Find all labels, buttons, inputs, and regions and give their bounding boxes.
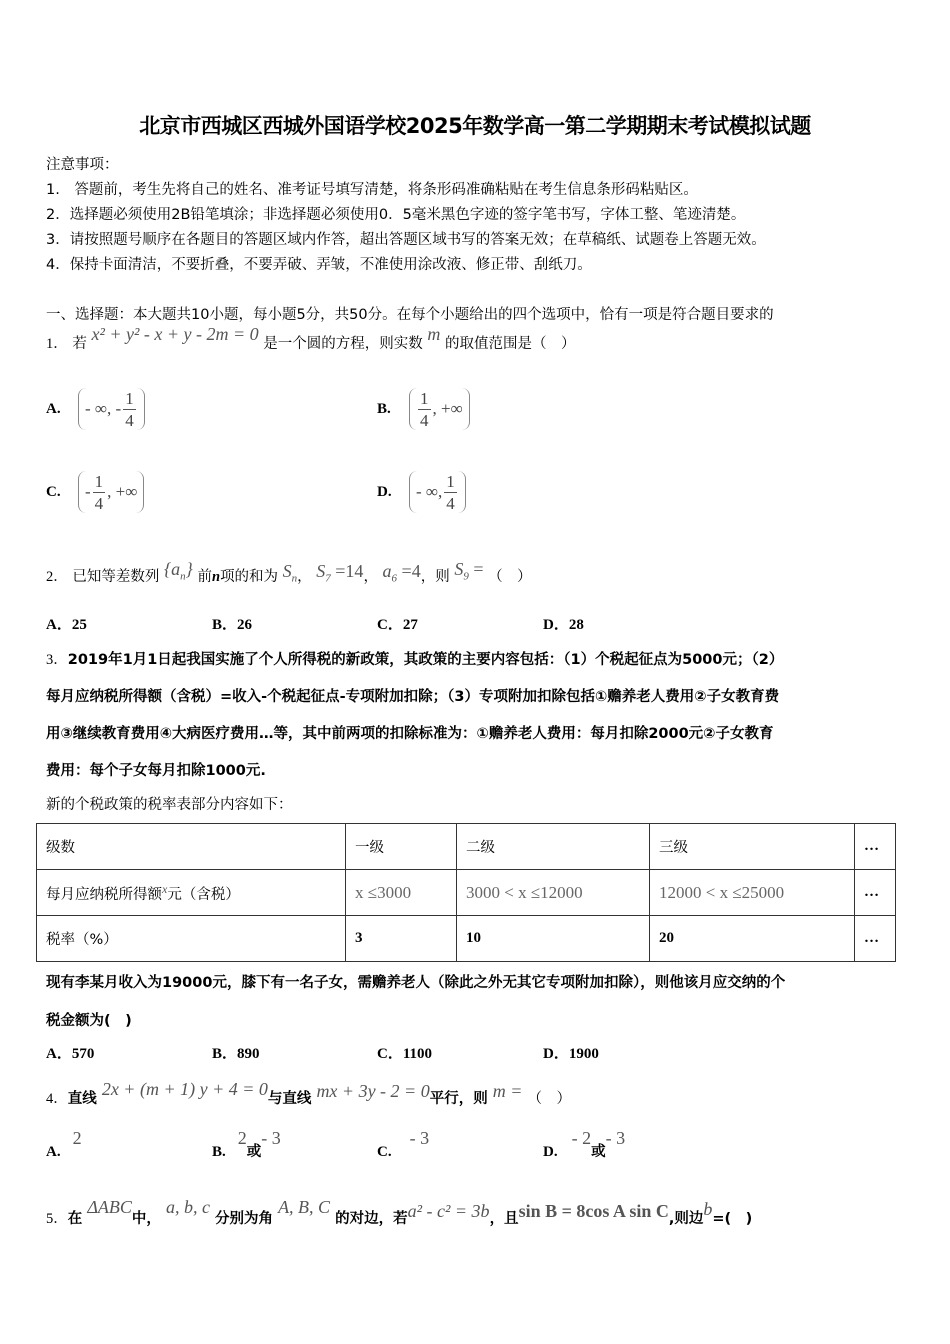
table-intro: 新的个税政策的税率表部分内容如下： [46, 797, 293, 813]
condition-1: a² - c² = 3b [407, 1201, 490, 1221]
option-value: 26 [237, 617, 253, 633]
option-value: 27 [402, 617, 418, 633]
option-label: D. [377, 483, 392, 500]
option-value: - 2 [571, 1128, 592, 1148]
numerator: 1 [125, 388, 134, 408]
notice-item: 1. 答题前，考生先将自己的姓名、准考证号填写清楚，将条形码准确粘贴在考生信息条形码粘贴区。 [46, 182, 698, 198]
answer-blank: =( ) [712, 1211, 753, 1227]
notice-item: 4．保持卡面清洁，不要折叠，不要弄破、弄皱，不准使用涂改液、修正带、刮纸刀。 [46, 257, 592, 273]
interval [409, 471, 466, 513]
question-text: 分别为角 [215, 1211, 273, 1227]
question-3-line: 用③继续教育费用④大病医疗费用…等，其中前两项的扣除标准为：①赡养老人费用：每月扣除2000元②子女教育 [46, 726, 774, 742]
table-cell: 10 [457, 916, 650, 962]
table-cell: 20 [650, 916, 855, 962]
option-label: B. [212, 1144, 226, 1160]
math-variable: S [454, 559, 464, 579]
option-label: D． [543, 1046, 569, 1062]
option-value: - 3 [409, 1128, 430, 1148]
interval [78, 388, 145, 430]
subscript: 6 [391, 572, 398, 585]
question-3-line [46, 648, 783, 669]
subscript: 9 [463, 570, 469, 583]
option-value: - 3 [605, 1128, 626, 1148]
line-equation-2: mx + 3y - 2 = 0 [316, 1081, 430, 1101]
option-value: 2 [72, 1128, 82, 1148]
math-value: = [468, 559, 484, 579]
option-value: 1900 [568, 1046, 599, 1062]
option-value: 570 [71, 1046, 95, 1062]
header-text: 元（含税） [167, 886, 240, 903]
table-row [37, 870, 896, 916]
triangle-symbol: ΔABC [87, 1197, 132, 1217]
option-label: C． [377, 1046, 403, 1062]
table-cell: … [855, 870, 896, 916]
question-text: 是一个圆的方程，则实数 [263, 336, 423, 352]
question-text: 直线 [67, 1091, 97, 1107]
option-d[interactable] [543, 1128, 626, 1161]
table-row [37, 916, 896, 962]
option-label: A． [46, 617, 72, 633]
question-number: 3． [46, 652, 68, 668]
question-number: 2． [46, 569, 68, 585]
numerator: 1 [94, 471, 104, 491]
math-variable: b [703, 1199, 713, 1219]
option-c[interactable] [377, 1042, 432, 1063]
option-c[interactable] [377, 613, 418, 634]
option-label: C． [377, 617, 403, 633]
condition-2: sin B = 8cos A sin C [518, 1201, 669, 1221]
condition-1 [316, 561, 364, 585]
option-label: B. [377, 400, 391, 417]
option-value: - 3 [261, 1128, 281, 1148]
question-text: 与直线 [267, 1091, 312, 1107]
question-text: 的对边，若 [335, 1211, 408, 1227]
question-2 [46, 559, 532, 589]
question-5 [46, 1197, 753, 1228]
interval-right: , +∞ [107, 482, 138, 501]
option-value: 25 [71, 617, 87, 633]
option-label: D. [543, 1144, 558, 1160]
math-variable: x [162, 881, 168, 896]
interval [409, 388, 470, 430]
question-text: 平行，则 [429, 1091, 488, 1107]
numerator: 1 [446, 471, 455, 491]
math-variable: m [427, 324, 441, 344]
subscript: n [291, 572, 298, 585]
interval [78, 471, 144, 513]
option-label: D． [543, 617, 569, 633]
fraction [123, 390, 136, 429]
interval-left: - [85, 482, 91, 501]
math-variable: m = [492, 1081, 523, 1101]
interval-right: , +∞ [432, 399, 463, 418]
or-text: 或 [591, 1144, 606, 1160]
option-d[interactable] [543, 613, 584, 634]
option-c[interactable] [46, 471, 144, 513]
option-value: 1100 [402, 1046, 433, 1062]
math-variable: n [211, 569, 221, 585]
math-variable: S [316, 561, 326, 581]
subscript: 7 [325, 572, 331, 585]
table-cell: 二级 [457, 824, 650, 870]
angles-symbol: A, B, C [278, 1197, 331, 1217]
option-b[interactable] [212, 613, 252, 634]
section-heading: 一、选择题：本大题共10小题，每小题5分，共50分。在每个小题给出的四个选项中，恰有一项是符合题目要求的 [46, 307, 774, 323]
table-cell: 3000 < x ≤12000 [457, 870, 650, 916]
math-variable: a [171, 559, 181, 579]
option-d[interactable] [543, 1042, 599, 1063]
option-b[interactable] [212, 1042, 260, 1063]
question-text: 2019年1月1日起我国实施了个人所得税的新政策，其政策的主要内容包括：（1）个税起征点为5000元；（2） [67, 652, 784, 668]
punctuation: ， [297, 569, 312, 585]
question-text: 在 [67, 1211, 83, 1227]
denominator: 4 [94, 493, 104, 513]
question-text: 前 [197, 569, 212, 585]
numerator: 1 [420, 388, 429, 408]
answer-blank: （ ） [488, 569, 532, 585]
question-1 [46, 324, 576, 353]
punctuation: ， [363, 569, 378, 585]
sum-symbol [282, 561, 298, 585]
question-text: 的取值范围是（ ） [444, 336, 576, 352]
circle-equation: x² + y² - x + y - 2m = 0 [91, 324, 259, 344]
option-a[interactable] [46, 1042, 94, 1063]
math-value: =14 [330, 561, 364, 581]
table-cell: 3 [346, 916, 457, 962]
target-symbol [454, 559, 484, 583]
question-text: ,则边 [668, 1211, 704, 1227]
option-a[interactable] [46, 388, 145, 430]
math-variable: S [282, 561, 292, 581]
option-label: A． [46, 1046, 72, 1062]
option-c[interactable] [377, 1128, 430, 1161]
answer-blank: （ ） [527, 1091, 571, 1107]
denominator: 4 [420, 410, 429, 430]
interval-left: - ∞, - [85, 399, 122, 418]
sequence-symbol: $\{a_n\}$ [163, 559, 193, 583]
fraction [444, 473, 457, 512]
denominator: 4 [446, 493, 455, 513]
question-3-line: 每月应纳税所得额（含税）=收入-个税起征点-专项附加扣除；（3）专项附加扣除包括①赡养老人费用②子女教育费 [46, 689, 780, 705]
header-text: 每月应纳税所得额 [46, 886, 162, 903]
tax-rate-table [36, 823, 896, 962]
table-cell: 三级 [650, 824, 855, 870]
notice-item: 2．选择题必须使用2B铅笔填涂；非选择题必须使用0．5毫米黑色字迹的签字笔书写，字体工整、笔迹清楚。 [46, 207, 746, 223]
question-text: 已知等差数列 [72, 569, 160, 585]
question-text: 项的和为 [220, 569, 279, 585]
question-3-line: 现有李某月收入为19000元，膝下有一名子女，需赡养老人（除此之外无其它专项附加扣除），则他该月应交纳的个 [46, 975, 786, 991]
table-row [37, 824, 896, 870]
denominator: 4 [125, 410, 134, 430]
option-a[interactable] [46, 1128, 82, 1161]
option-b[interactable] [212, 1128, 281, 1161]
line-equation-1: 2x + (m + 1) y + 4 = 0 [101, 1079, 268, 1099]
option-value: 890 [237, 1046, 260, 1062]
table-cell: 一级 [346, 824, 457, 870]
sides-symbol: a, b, c [165, 1197, 210, 1217]
option-value: 28 [568, 617, 584, 633]
question-3-line: 税金额为( ) [46, 1013, 132, 1029]
question-text: 若 [72, 336, 87, 352]
or-text: 或 [246, 1144, 262, 1160]
row-header: 税率（%） [37, 916, 346, 962]
fraction [418, 390, 431, 429]
table-cell: 12000 < x ≤25000 [650, 870, 855, 916]
table-cell: … [855, 916, 896, 962]
option-label: A. [46, 1144, 61, 1160]
interval-left: - ∞, [416, 482, 443, 501]
option-label: C. [377, 1144, 392, 1160]
row-header [37, 870, 346, 916]
math-variable: a [382, 561, 392, 581]
option-label: C. [46, 483, 61, 500]
table-cell: … [855, 824, 896, 870]
question-number: 5． [46, 1211, 68, 1227]
subscript: n [180, 570, 186, 583]
option-a[interactable] [46, 613, 87, 634]
question-text: ，则 [420, 569, 450, 585]
question-text: ，且 [489, 1211, 519, 1227]
math-value: =4 [397, 561, 421, 581]
table-cell: x ≤3000 [346, 870, 457, 916]
option-label: B． [212, 1046, 238, 1062]
option-b[interactable] [377, 388, 470, 430]
option-value: 2 [237, 1128, 247, 1148]
question-number: 1． [46, 336, 68, 352]
question-3-line: 费用：每个子女每月扣除1000元. [46, 763, 266, 779]
condition-2 [382, 561, 421, 585]
notice-item: 3．请按照题号顺序在各题目的答题区域内作答，超出答题区域书写的答案无效；在草稿纸、试题卷上答题无效。 [46, 232, 766, 248]
page-title: 北京市西城区西城外国语学校2025年数学高一第二学期期末考试模拟试题 [139, 114, 811, 138]
question-4 [46, 1079, 571, 1108]
fraction [93, 473, 106, 512]
row-header: 级数 [37, 824, 346, 870]
option-d[interactable] [377, 471, 466, 513]
question-number: 4． [46, 1091, 68, 1107]
option-label: B． [212, 617, 238, 633]
notice-heading: 注意事项： [46, 157, 119, 173]
option-label: A. [46, 400, 61, 417]
question-text: 中， [131, 1211, 161, 1227]
